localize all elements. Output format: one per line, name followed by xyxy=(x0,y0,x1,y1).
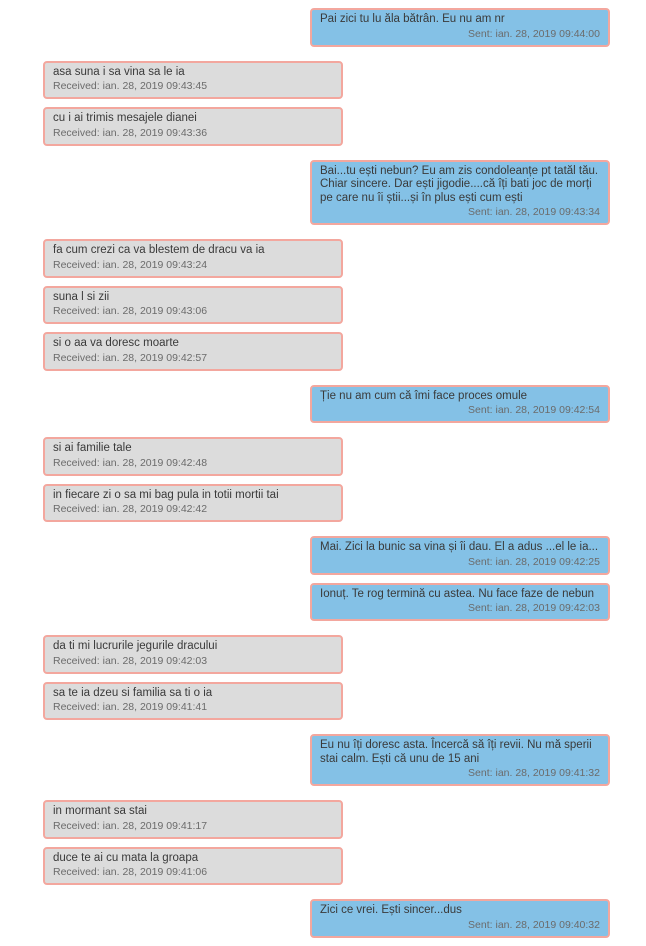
message-timestamp: Received: ian. 28, 2019 09:41:06 xyxy=(53,866,208,878)
message-timestamp: Sent: ian. 28, 2019 09:41:32 xyxy=(468,767,600,779)
message-text: in fiecare zi o sa mi bag pula in totii mortii tai xyxy=(53,488,279,501)
message-text: da ti mi lucrurile jegurile dracului xyxy=(53,640,218,652)
message-bubble-received xyxy=(43,107,343,146)
message-bubble-sent xyxy=(310,899,610,938)
message-text: Ionuț. Te rog termină cu astea. Nu face faze de nebun xyxy=(320,587,595,600)
message-timestamp: Sent: ian. 28, 2019 09:44:00 xyxy=(468,27,600,40)
message-bubble-received xyxy=(43,682,343,721)
message-text: in mormant sa stai xyxy=(53,805,147,817)
message-text: Zici ce vrei. Ești sincer...dus xyxy=(320,904,462,916)
message-bubble-received xyxy=(43,332,343,371)
message-text: duce te ai cu mata la groapa xyxy=(53,851,199,864)
message-bubble-sent xyxy=(310,536,610,575)
message-bubble-received xyxy=(43,437,343,476)
message-text: Ție nu am cum că îmi face proces omule xyxy=(320,389,528,402)
message-text: sa te ia dzeu si familia sa ti o ia xyxy=(53,686,213,699)
message-timestamp: Received: ian. 28, 2019 09:42:48 xyxy=(53,456,208,469)
message-text: Eu nu îți doresc asta. Încercă să îți revii. Nu mă sperii stai calm. Ești că unu de 15 ani xyxy=(320,739,592,765)
message-bubble-received xyxy=(43,484,343,523)
message-timestamp: Received: ian. 28, 2019 09:41:17 xyxy=(53,819,208,832)
message-timestamp: Received: ian. 28, 2019 09:42:03 xyxy=(53,654,208,667)
message-timestamp: Received: ian. 28, 2019 09:43:45 xyxy=(53,80,208,92)
message-text: cu i ai trimis mesajele dianei xyxy=(53,112,197,124)
message-timestamp: Received: ian. 28, 2019 09:42:42 xyxy=(53,503,208,515)
message-bubble-sent xyxy=(310,385,610,424)
message-bubble-received xyxy=(43,239,343,278)
message-timestamp: Sent: ian. 28, 2019 09:42:54 xyxy=(468,404,600,416)
message-timestamp: Sent: ian. 28, 2019 09:42:03 xyxy=(468,602,600,614)
message-text: fa cum crezi ca va blestem de dracu va ia xyxy=(53,244,265,256)
message-timestamp: Received: ian. 28, 2019 09:42:57 xyxy=(53,351,208,364)
message-bubble-sent xyxy=(310,8,610,47)
message-bubble-sent xyxy=(310,160,610,226)
message-timestamp: Sent: ian. 28, 2019 09:40:32 xyxy=(468,918,600,931)
message-bubble-sent xyxy=(310,583,610,622)
message-bubble-received xyxy=(43,800,343,839)
message-text: Pai zici tu lu ăla bătrân. Eu nu am nr xyxy=(320,13,505,25)
message-text: Bai...tu ești nebun? Eu am zis condoleanțe pt tatăl tău. Chiar sincere. Dar ești jigodie....că îți bati joc de morți pe care nu îi știi...și în plus ești cum ești xyxy=(320,164,599,204)
message-timestamp: Sent: ian. 28, 2019 09:43:34 xyxy=(468,206,600,218)
message-text: si o aa va doresc moarte xyxy=(53,337,179,349)
message-bubble-received xyxy=(43,847,343,886)
message-bubble-received xyxy=(43,61,343,100)
message-bubble-received xyxy=(43,635,343,674)
message-text: suna l si zii xyxy=(53,290,110,303)
message-text: Mai. Zici la bunic sa vina și îi dau. El a adus ...el le ia... xyxy=(320,541,599,553)
message-text: asa suna i sa vina sa le ia xyxy=(53,65,185,78)
message-timestamp: Received: ian. 28, 2019 09:43:36 xyxy=(53,126,208,139)
message-timestamp: Received: ian. 28, 2019 09:43:24 xyxy=(53,258,208,271)
message-bubble-sent xyxy=(310,734,610,786)
message-timestamp: Received: ian. 28, 2019 09:43:06 xyxy=(53,305,208,317)
message-timestamp: Received: ian. 28, 2019 09:41:41 xyxy=(53,701,208,713)
message-text: si ai familie tale xyxy=(53,442,132,454)
message-timestamp: Sent: ian. 28, 2019 09:42:25 xyxy=(468,555,600,568)
message-list xyxy=(0,8,646,938)
message-bubble-received xyxy=(43,286,343,325)
